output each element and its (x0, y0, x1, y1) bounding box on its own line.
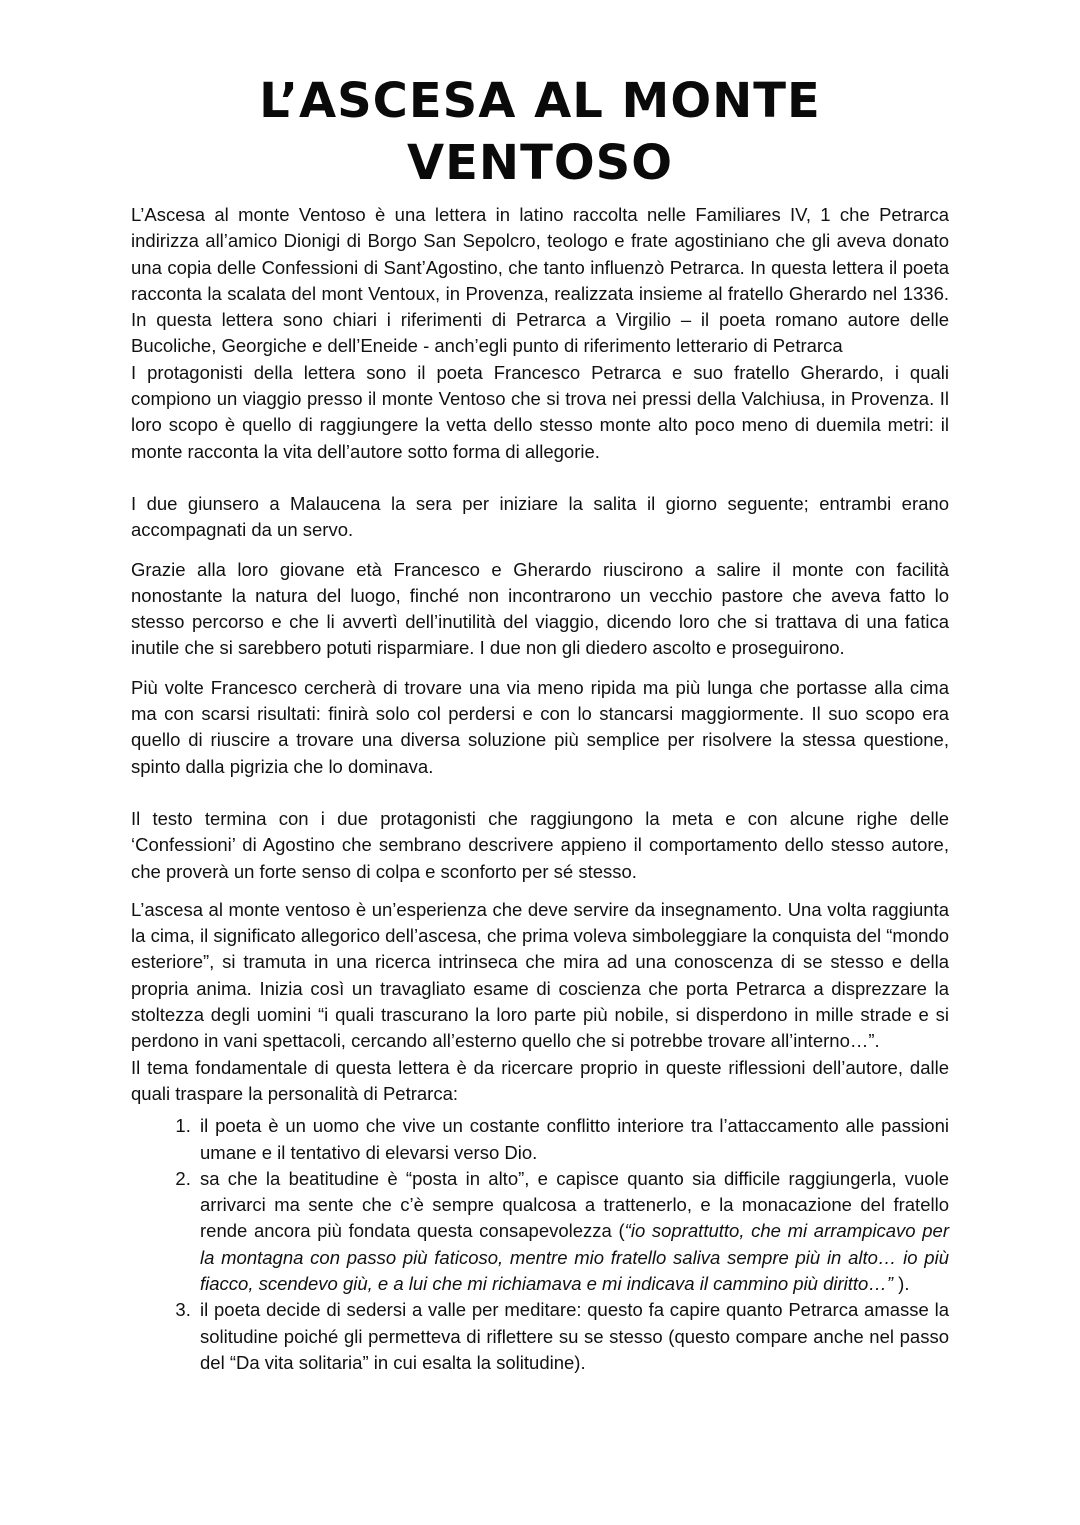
list-item-quote: “io soprattutto, che mi arrampicavo per la montagna con passo più faticoso, mentre mio fratello saliva sempre più in alto… io più fiacco, scendevo giù, e a lui che mi richiamava e mi indicava il cammino più diritto…” (200, 1220, 949, 1294)
reflection-list (131, 1113, 949, 1376)
paragraph-protagonists: I protagonisti della lettera sono il poeta Francesco Petrarca e suo fratello Gherardo, i quali compiono un viaggio presso il monte Ventoso che si trova nei pressi della Valchiusa, in Provenza. Il loro scopo è quello di raggiungere la vetta dello stesso monte alto poco meno di duemila metri: il monte racconta la vita dell’autore sotto forma di allegorie. (131, 361, 949, 462)
list-item-text: sa che la beatitudine è “posta in alto”, e capisce quanto sia difficile raggiungerla, vuole arrivarci ma sente che c’è sempre qualcosa a trattenerlo, e la monacazione del fratello rende ancora più fondata questa consapevolezza ( (200, 1167, 949, 1242)
list-item (196, 1166, 949, 1297)
list-item (196, 1113, 949, 1166)
list-item (196, 1297, 949, 1376)
list-item-text: il poeta decide di sedersi a valle per meditare: questo fa capire quanto Petrarca amasse la solitudine poiché gli permetteva di riflettere su se stesso (questo compare anche nel passo del “Da vita solitaria” in cui esalta la solitudine). (200, 1299, 949, 1373)
paragraph-theme: Il tema fondamentale di questa lettera è da ricercare proprio in queste riflessioni dell’autore, dalle quali traspare la personalità di Petrarca: (131, 1056, 949, 1104)
paragraph-other-path: Più volte Francesco cercherà di trovare una via meno ripida ma più lunga che portasse alla cima ma con scarsi risultati: finirà solo col perdersi e con lo stancarsi maggiormente. Il suo scopo era quello di riuscire a trovare una diversa soluzione più semplice per risolvere la stessa questione, spinto dalla pigrizia che lo dominava. (131, 676, 949, 777)
paragraph-ending: Il testo termina con i due protagonisti che raggiungono la meta e con alcune righe delle ‘Confessioni’ di Agostino che sembrano descrivere appieno il comportamento dello stesso autore, che proverà un forte senso di colpa e sconforto per sé stesso. (131, 807, 949, 882)
list-item-text-end: ). (893, 1272, 910, 1294)
document-page (131, 70, 949, 1376)
paragraph-intro: L’Ascesa al monte Ventoso è una lettera in latino raccolta nelle Familiares IV, 1 che Petrarca indirizza all’amico Dionigi di Borgo San Sepolcro, teologo e frate agostiniano che gli aveva donato una copia delle Confessioni di Sant’Agostino, che tanto influenzò Petrarca. In questa lettera il poeta racconta la scalata del mont Ventoux, in Provenza, realizzata insieme al fratello Gherardo nel 1336. In questa lettera sono chiari i riferimenti di Petrarca a Virgilio – il poeta romano autore delle Bucoliche, Georgiche e dell’Eneide - anch’egli punto di riferimento letterario di Petrarca (131, 204, 949, 357)
list-item-text: il poeta è un uomo che vive un costante conflitto interiore tra l’attaccamento alle passioni umane e il tentativo di elevarsi verso Dio. (200, 1115, 949, 1163)
paragraph-climb: Grazie alla loro giovane età Francesco e Gherardo riuscirono a salire il monte con facilità nonostante la natura del luogo, finché non incontrarono un vecchio pastore che aveva fatto lo stesso percorso e che li avvertì dell’inutilità del viaggio, dicendo loro che si trattava di una fatica inutile che si sarebbero potuti risparmiare. I due non gli diedero ascolto e proseguirono. (131, 558, 949, 659)
paragraph-malaucena: I due giunsero a Malaucena la sera per iniziare la salita il giorno seguente; entrambi erano accompagnati da un servo. (131, 492, 949, 541)
paragraph-lesson: L’ascesa al monte ventoso è un’esperienza che deve servire da insegnamento. Una volta raggiunta la cima, il significato allegorico dell’ascesa, che prima voleva simboleggiare la conquista del “mondo esteriore”, si tramuta in una ricerca intrinseca che mira ad una conoscenza di se stesso e della propria anima. Inizia così un travagliato esame di coscienza che porta Petrarca a disprezzare la stoltezza degli uomini “i quali trascurano la loro parte più nobile, si disperdono in mille strade e si perdono in vani spettacoli, cercando all’esterno quello che si potrebbe trovare all’interno…”. (131, 898, 949, 1052)
document-title: L’ASCESA AL MONTE VENTOSO (259, 73, 821, 191)
